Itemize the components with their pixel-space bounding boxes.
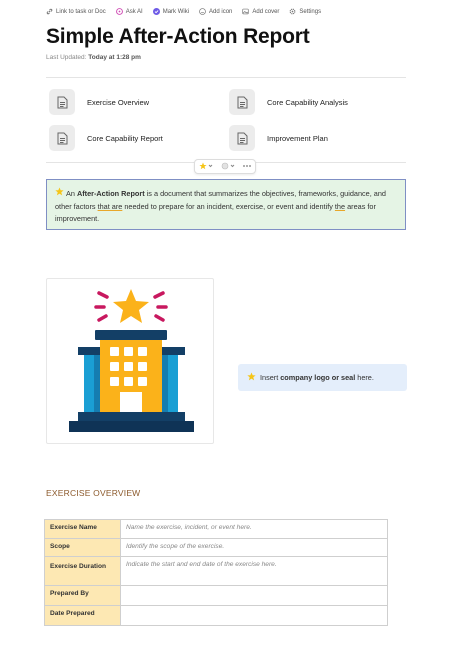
table-row (45, 586, 388, 606)
table-cell-value[interactable]: Name the exercise, incident, or event here. (121, 520, 388, 539)
document-icon (49, 125, 75, 151)
add-icon-label: Add icon (209, 8, 233, 15)
document-icon (49, 89, 75, 115)
chevron-down-icon (209, 165, 212, 167)
link-icon (46, 8, 53, 15)
table-cell-label[interactable]: Scope (45, 539, 121, 557)
link-card-label: Exercise Overview (87, 97, 150, 107)
logo-note-bold: company logo or seal (280, 373, 356, 382)
callout-part3: areas for improvement. (55, 201, 376, 223)
logo-callout[interactable] (238, 364, 407, 391)
link-card-label: Core Capability Report (87, 133, 163, 143)
exercise-overview-table (44, 519, 388, 626)
last-updated (46, 54, 141, 61)
ai-sparkle-icon (116, 8, 123, 15)
table-cell-value[interactable]: Identify the scope of the exercise. (121, 539, 388, 557)
intro-callout[interactable] (46, 179, 406, 230)
callout-prefix: An (66, 189, 77, 198)
page-title[interactable]: Simple After-Action Report (46, 25, 310, 48)
link-card-label: Improvement Plan (267, 133, 328, 143)
add-cover-button[interactable] (242, 8, 279, 15)
table-row (45, 520, 388, 539)
callout-color-picker[interactable] (221, 162, 235, 172)
link-card-improvement-plan[interactable] (229, 125, 328, 151)
table-cell-value[interactable] (121, 606, 388, 626)
star-icon (55, 187, 64, 201)
document-icon (229, 89, 255, 115)
link-card-label: Core Capability Analysis (267, 97, 348, 107)
more-options-icon[interactable] (243, 164, 251, 170)
gear-icon (289, 8, 296, 15)
link-card-core-capability-report[interactable] (49, 125, 163, 151)
callout-part2: needed to prepare for an incident, exercise, or event and identify (122, 201, 335, 211)
link-card-core-capability-analysis[interactable] (229, 89, 348, 115)
logo-note-prefix: Insert (260, 373, 279, 382)
star-icon (199, 162, 206, 169)
check-circle-icon (153, 8, 160, 15)
callout-icon-picker[interactable] (199, 162, 213, 172)
star-icon (247, 372, 256, 383)
table-cell-label[interactable]: Date Prepared (45, 606, 121, 626)
mark-wiki-button[interactable] (153, 8, 189, 15)
table-row (45, 539, 388, 557)
building-image[interactable] (46, 278, 214, 444)
last-updated-label: Last Updated: (46, 54, 87, 61)
callout-underlined2: the (334, 201, 346, 211)
link-card-exercise-overview[interactable] (49, 89, 149, 115)
section-heading: EXERCISE OVERVIEW (46, 488, 141, 498)
callout-underlined1: that are (97, 201, 123, 211)
table-cell-label[interactable]: Prepared By (45, 586, 121, 606)
table-cell-value[interactable]: Indicate the start and end date of the exercise here. (121, 557, 388, 586)
table-row (45, 606, 388, 626)
table-cell-label[interactable]: Exercise Name (45, 520, 121, 539)
settings-label: Settings (299, 8, 322, 15)
table-row (45, 557, 388, 586)
color-circle-icon (222, 163, 228, 169)
building-illustration-icon (47, 279, 215, 445)
link-task-label: Link to task or Doc (56, 8, 106, 15)
table-cell-label[interactable]: Exercise Duration (45, 557, 121, 586)
settings-button[interactable] (289, 8, 321, 15)
add-icon-button[interactable] (199, 8, 232, 15)
image-icon (242, 8, 249, 15)
table-cell-value[interactable] (121, 586, 388, 606)
ask-ai-label: Ask AI (125, 8, 143, 15)
callout-bold: After-Action Report (76, 189, 145, 198)
divider-top (46, 77, 406, 78)
smile-icon (199, 8, 206, 15)
mark-wiki-label: Mark Wiki (162, 8, 190, 15)
add-cover-label: Add cover (252, 8, 280, 15)
document-icon (229, 125, 255, 151)
logo-note-suffix: here. (357, 373, 374, 382)
block-mini-toolbar (194, 159, 256, 174)
link-task-button[interactable] (46, 8, 106, 15)
chevron-down-icon (231, 165, 234, 167)
page-toolbar (46, 8, 321, 15)
ask-ai-button[interactable] (116, 8, 143, 15)
last-updated-value: Today at 1:28 pm (88, 54, 141, 61)
callout-part1: is a document that summarizes the objectives, frameworks, guidance, and other factors (55, 189, 386, 211)
